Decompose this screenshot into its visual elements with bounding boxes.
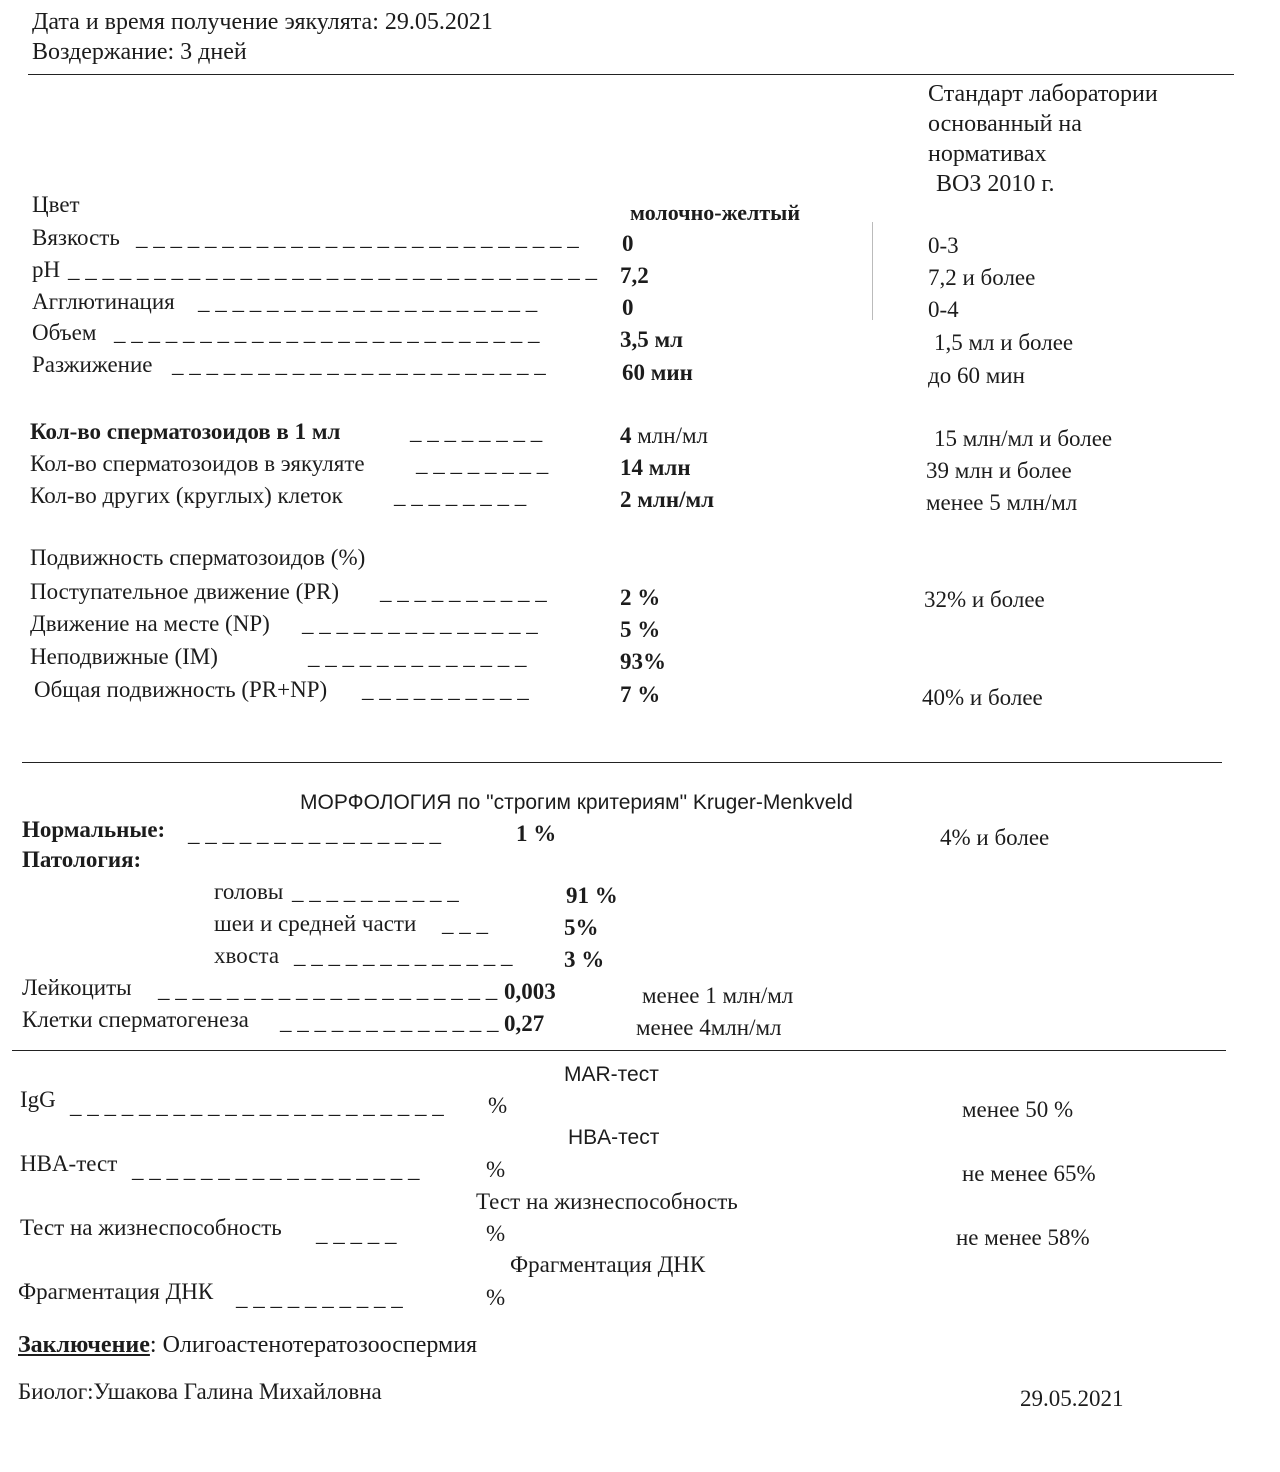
nonprogressive-label: Движение на месте (NP) — [30, 611, 270, 636]
total-count-dashes: _ _ _ _ _ _ _ _ — [416, 451, 549, 476]
tail-defects-dashes: _ _ _ _ _ _ _ _ _ _ _ _ _ — [294, 943, 513, 968]
liquefaction-value: 60 мин — [622, 360, 693, 385]
abstinence-period: Воздержание: 3 дней — [32, 39, 247, 65]
volume-dashes: _ _ _ _ _ _ _ _ _ _ _ _ _ _ _ _ _ _ _ _ _ _ _ _ _ — [114, 320, 540, 345]
hba-value: % — [486, 1157, 506, 1182]
viscosity-dashes: _ _ _ _ _ _ _ _ _ _ _ _ _ _ _ _ _ _ _ _ _ _ _ _ _ _ — [136, 225, 579, 250]
round-cells-dashes: _ _ _ _ _ _ _ _ — [394, 483, 527, 508]
spermatogenesis-norm: менее 4млн/мл — [636, 1015, 782, 1040]
viability-heading: Тест на жизнеспособность — [476, 1189, 738, 1214]
morphology-title: МОРФОЛОГИЯ по "строгим критериям" Kruger-Menkveld — [300, 791, 853, 814]
spermatogenesis-label: Клетки сперматогенеза — [22, 1007, 249, 1032]
igg-norm: менее 50 % — [962, 1097, 1074, 1122]
nonprogressive-dashes: _ _ _ _ _ _ _ _ _ _ _ _ _ _ — [302, 611, 538, 636]
concentration-value: 4 млн/мл — [620, 423, 709, 448]
dna-fragmentation-value: % — [486, 1285, 506, 1310]
pathology-label: Патология: — [22, 847, 142, 872]
total-count-norm: 39 млн и более — [926, 458, 1072, 483]
dna-fragmentation-label: Фрагментация ДНК — [18, 1279, 214, 1304]
color-value: молочно-желтый — [630, 200, 801, 225]
dna-fragmentation-heading: Фрагментация ДНК — [510, 1252, 706, 1277]
biologist-signature: Биолог:Ушакова Галина Михайловна — [18, 1379, 382, 1404]
igg-label: IgG — [20, 1087, 56, 1112]
divider-top — [28, 74, 1234, 75]
normal-forms-dashes: _ _ _ _ _ _ _ _ _ _ _ _ _ _ _ — [188, 821, 441, 846]
viscosity-label: Вязкость — [32, 225, 120, 250]
mar-test-heading: MAR-тест — [564, 1063, 659, 1086]
concentration-label: Кол-во сперматозоидов в 1 мл — [30, 419, 341, 444]
volume-value: 3,5 мл — [620, 327, 684, 352]
hba-dashes: _ _ _ _ _ _ _ _ _ _ _ _ _ _ _ _ _ — [132, 1157, 420, 1182]
spermatogenesis-value: 0,27 — [504, 1011, 545, 1036]
head-defects-label: головы — [214, 879, 284, 904]
concentration-dashes: _ _ _ _ _ _ _ _ — [410, 419, 543, 444]
collection-date: Дата и время получение эякулята: 29.05.2021 — [32, 9, 493, 35]
round-cells-label: Кол-во других (круглых) клеток — [30, 483, 343, 508]
agglutination-norm: 0-4 — [928, 297, 959, 322]
viability-value: % — [486, 1221, 506, 1246]
progressive-label: Поступательное движение (PR) — [30, 579, 340, 604]
immotile-value: 93% — [620, 649, 666, 674]
ph-label: pH — [32, 257, 61, 282]
volume-label: Объем — [32, 320, 97, 345]
volume-norm: 1,5 мл и более — [934, 330, 1074, 355]
hba-label: HBA-тест — [20, 1151, 118, 1176]
tail-defects-label: хвоста — [214, 943, 280, 968]
nonprogressive-value: 5 % — [620, 617, 661, 642]
liquefaction-label: Разжижение — [32, 352, 153, 377]
leukocytes-norm: менее 1 млн/мл — [642, 983, 794, 1008]
total-count-value: 14 млн — [620, 455, 691, 480]
round-cells-norm: менее 5 млн/мл — [926, 490, 1078, 515]
agglutination-label: Агглютинация — [32, 289, 175, 314]
motility-title: Подвижность сперматозоидов (%) — [30, 545, 366, 570]
agglutination-value: 0 — [622, 295, 634, 320]
liquefaction-dashes: _ _ _ _ _ _ _ _ _ _ _ _ _ _ _ _ _ _ _ _ _ _ — [172, 352, 546, 377]
agglutination-dashes: _ _ _ _ _ _ _ _ _ _ _ _ _ _ _ _ _ _ _ _ — [198, 289, 538, 314]
progressive-dashes: _ _ _ _ _ _ _ _ _ _ — [380, 579, 547, 604]
scan-artifact-line — [872, 222, 873, 320]
conclusion — [18, 1333, 477, 1357]
igg-value: % — [488, 1093, 508, 1118]
leukocytes-label: Лейкоциты — [22, 975, 132, 1000]
midpiece-defects-value: 5% — [564, 915, 599, 940]
hba-test-heading: HBA-тест — [568, 1126, 660, 1149]
progressive-value: 2 % — [620, 585, 661, 610]
head-defects-value: 91 % — [566, 883, 618, 908]
normal-forms-label: Нормальные: — [22, 817, 166, 842]
total-motility-value: 7 % — [620, 682, 661, 707]
viscosity-norm: 0-3 — [928, 233, 959, 258]
immotile-label: Неподвижные (IM) — [30, 644, 218, 669]
leukocytes-value: 0,003 — [504, 979, 556, 1004]
viability-label: Тест на жизнеспособность — [20, 1215, 282, 1240]
immotile-dashes: _ _ _ _ _ _ _ _ _ _ _ _ _ — [308, 644, 527, 669]
total-motility-label: Общая подвижность (PR+NP) — [34, 677, 328, 702]
spermatogenesis-dashes: _ _ _ _ _ _ _ _ _ _ _ _ _ — [280, 1009, 499, 1034]
normal-forms-value: 1 % — [516, 821, 557, 846]
report-date: 29.05.2021 — [1020, 1386, 1124, 1411]
concentration-norm: 15 млн/мл и более — [934, 426, 1113, 451]
leukocytes-dashes: _ _ _ _ _ _ _ _ _ _ _ _ _ _ _ _ _ _ _ _ — [158, 977, 498, 1002]
viability-norm: не менее 58% — [956, 1225, 1090, 1250]
conclusion-label: Заключение — [18, 1332, 150, 1358]
midpiece-defects-label: шеи и средней части — [214, 911, 417, 936]
ph-value: 7,2 — [620, 263, 649, 288]
total-motility-norm: 40% и более — [922, 685, 1043, 710]
conclusion-text: Олигоастенотератозооспермия — [162, 1332, 478, 1358]
divider-morphology — [22, 762, 1222, 763]
hba-norm: не менее 65% — [962, 1161, 1096, 1186]
ph-dashes: _ _ _ _ _ _ _ _ _ _ _ _ _ _ _ _ _ _ _ _ _ _ _ _ _ _ _ _ _ _ _ — [68, 257, 597, 282]
head-defects-dashes: _ _ _ _ _ _ _ _ _ _ — [292, 879, 459, 904]
tail-defects-value: 3 % — [564, 947, 605, 972]
total-count-label: Кол-во сперматозоидов в эякуляте — [30, 451, 365, 476]
ph-norm: 7,2 и более — [928, 265, 1036, 290]
standard-header-line: нормативах — [928, 141, 1047, 167]
round-cells-value: 2 млн/мл — [620, 487, 715, 512]
progressive-norm: 32% и более — [924, 587, 1045, 612]
standard-header-line: Стандарт лаборатории — [928, 81, 1158, 107]
standard-header-line: основанный на — [928, 111, 1082, 137]
normal-forms-norm: 4% и более — [940, 825, 1050, 850]
color-label: Цвет — [32, 192, 80, 217]
liquefaction-norm: до 60 мин — [928, 363, 1025, 388]
conclusion-colon: : — [149, 1332, 157, 1358]
midpiece-defects-dashes: _ _ _ — [442, 911, 488, 936]
dna-fragmentation-dashes: _ _ _ _ _ _ _ _ _ _ — [236, 1285, 403, 1310]
viscosity-value: 0 — [622, 231, 634, 256]
viability-dashes: _ _ _ _ _ — [316, 1221, 397, 1246]
total-motility-dashes: _ _ _ _ _ _ _ _ _ _ — [362, 677, 529, 702]
standard-header-line: ВОЗ 2010 г. — [936, 171, 1055, 197]
igg-dashes: _ _ _ _ _ _ _ _ _ _ _ _ _ _ _ _ _ _ _ _ _ _ — [70, 1093, 444, 1118]
divider-tests — [12, 1050, 1226, 1051]
